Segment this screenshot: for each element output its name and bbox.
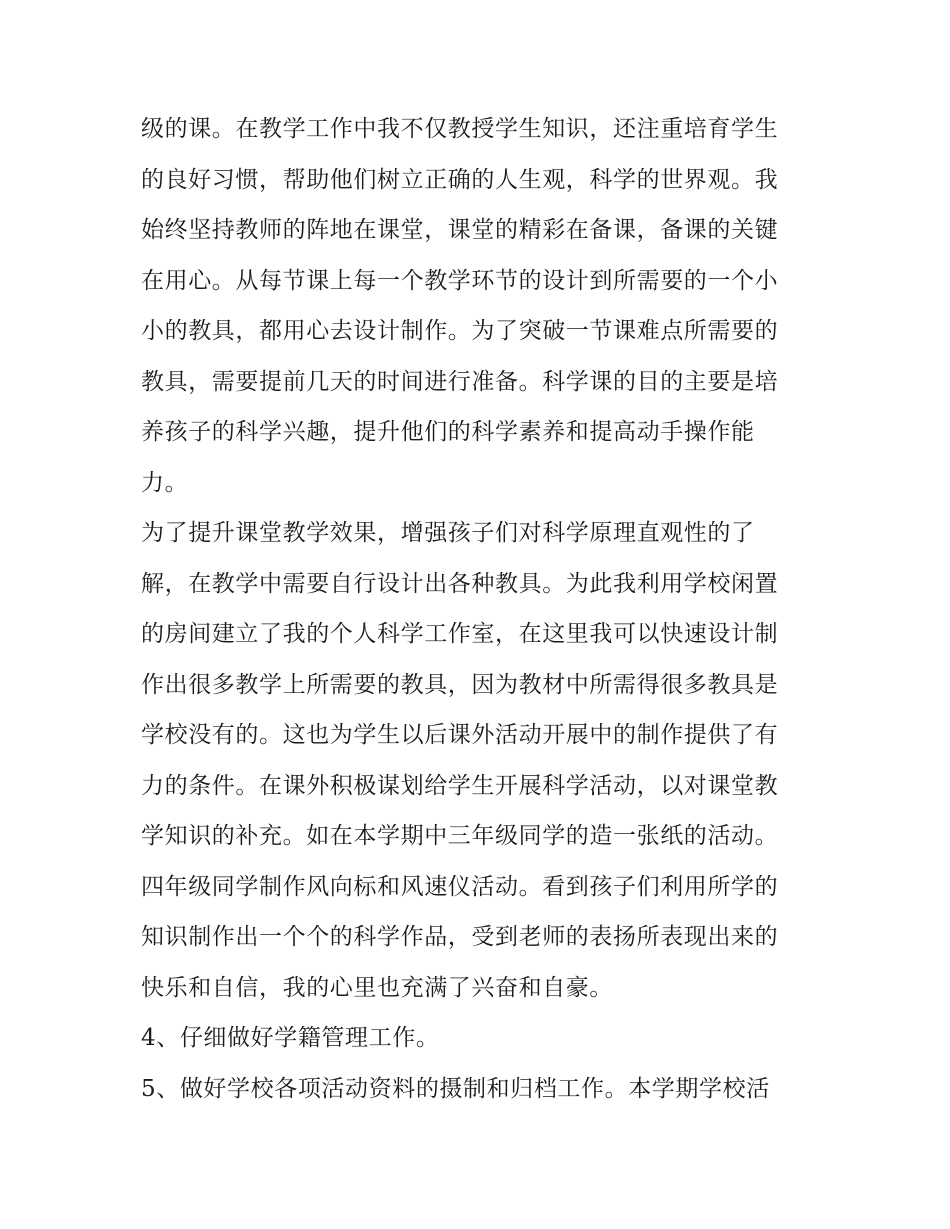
text-line: 级的课。在教学工作中我不仅教授学生知识，还注重培育学生 [141,116,779,142]
text-line: 学校没有的。这也为学生以后课外活动开展中的制作提供了有 [141,722,779,748]
text-line: 在用心。从每节课上每一个教学环节的设计到所需要的一个小 [141,267,779,294]
text-line: 教具，需要提前几天的时间进行准备。科学课的目的主要是培 [141,368,779,395]
text-line: 力。 [141,469,189,496]
text-line: 力的条件。在课外积极谋划给学生开展科学活动，以对课堂教 [141,772,779,799]
list-item-5: 5、做好学校各项活动资料的摄制和归档工作。本学期学校活 [141,1075,770,1102]
text-line: 知识制作出一个个的科学作品，受到老师的表扬所表现出来的 [141,924,779,950]
body-text [141,104,831,1114]
text-line: 的良好习惯，帮助他们树立正确的人生观，科学的世界观。我 [141,166,779,193]
text-line: 小的教具，都用心去设计制作。为了突破一节课难点所需要的 [141,318,779,344]
text-line: 为了提升课堂教学效果，增强孩子们对科学原理直观性的了 [141,520,755,546]
text-line: 解，在教学中需要自行设计出各种教具。为此我利用学校闲置 [141,570,779,597]
text-line: 快乐和自信，我的心里也充满了兴奋和自豪。 [141,974,613,1001]
text-line: 作出很多教学上所需要的教具，因为教材中所需得很多教具是 [141,671,779,698]
text-line: 养孩子的科学兴趣，提升他们的科学素养和提高动手操作能 [141,419,755,445]
text-line: 四年级同学制作风向标和风速仪活动。看到孩子们利用所学的 [141,873,779,900]
text-line: 学知识的补充。如在本学期中三年级同学的造一张纸的活动。 [141,823,779,849]
text-line: 的房间建立了我的个人科学工作室，在这里我可以快速设计制 [141,621,779,647]
list-item-4: 4、仔细做好学籍管理工作。 [141,1025,440,1051]
text-line: 始终坚持教师的阵地在课堂，课堂的精彩在备课，备课的关键 [141,217,779,243]
